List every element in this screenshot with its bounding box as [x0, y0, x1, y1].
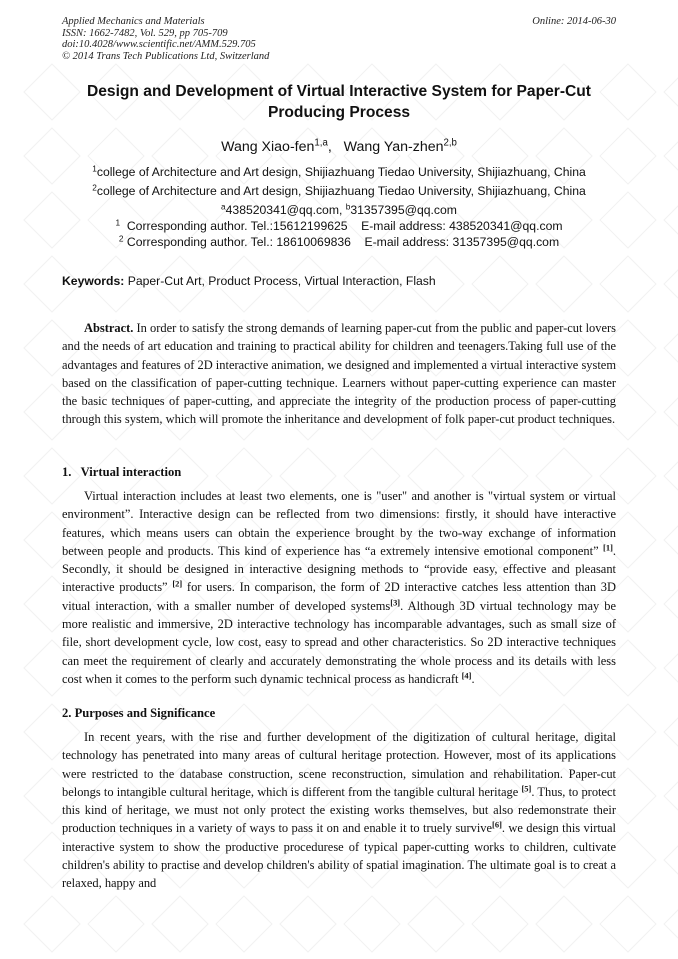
section-2-text-2: . Thus, to protect this kind of heritage, we must not only protect the existing works themselves, but also redemonstrate their production techniques in a variety of ways to pass it on and enable it to truely survive — [62, 784, 616, 836]
watermark-diamond — [664, 256, 678, 312]
journal-issn: ISSN: 1662-7482, Vol. 529, pp 705-709 — [62, 27, 228, 39]
affiliation-1-sup: 1 — [92, 163, 97, 174]
author-list — [62, 138, 616, 156]
corr-2-text: Corresponding author. Tel.: 18610069836 E-mail address: 31357395@qq.com — [123, 234, 560, 249]
watermark-diamond — [536, 896, 592, 952]
watermark-diamond — [664, 832, 678, 888]
watermark-diamond — [664, 320, 678, 376]
abstract — [62, 319, 616, 429]
abstract-paragraph — [62, 319, 616, 429]
online-date: Online: 2014-06-30 — [532, 16, 616, 27]
author-emails — [62, 201, 616, 220]
paper-title-line-2: Producing Process — [267, 104, 411, 121]
watermark-diamond — [664, 896, 678, 952]
email-b-sup: b — [345, 201, 351, 212]
section-2-text-3: . we design this virtual interactive system to show the productive proceduresе of typical paper-cutting works to children, cultivate children's ability to practise and develop children's ability of spatial imagination. The ultimate goal is to creat a relaxed, happy and — [62, 821, 616, 891]
citation-6: [6] — [492, 819, 502, 830]
corresponding-author-1 — [62, 219, 616, 235]
watermark-diamond — [24, 896, 80, 952]
email-b: 31357395@qq.com — [350, 202, 457, 217]
watermark-diamond — [664, 192, 678, 248]
section-1-paragraph — [62, 487, 616, 688]
watermark-diamond — [664, 128, 678, 184]
watermark-diamond — [600, 896, 656, 952]
journal-header — [62, 16, 616, 62]
citation-5: [5] — [521, 783, 532, 794]
affiliation-1 — [62, 163, 616, 182]
abstract-label: Abstract. — [84, 321, 134, 335]
keywords — [62, 273, 616, 289]
affiliations — [62, 163, 616, 250]
corr-1-text: Corresponding author. Tel.:15612199625 E-mail address: 438520341@qq.com — [120, 219, 563, 234]
citation-3: [3] — [390, 597, 401, 608]
section-1-text-4: . Although 3D virtual technology may be more realistic and immersive, 2D interactive technology has incomparable advantages, such as small size of file, short development cycle, low cost, easy to spread and other characteristics. So 2D interactive techniques can meet the requirement of clearly and accurately demonstrating the whole process and its details with less cost when it comes to the perform such dynamic technical process as handicraft — [62, 598, 616, 686]
section-2-paragraph — [62, 728, 616, 893]
journal-name: Applied Mechanics and Materials — [62, 16, 205, 27]
watermark-diamond — [408, 896, 464, 952]
journal-copyright: © 2014 Trans Tech Publications Ltd, Switzerland — [62, 50, 270, 62]
watermark-diamond — [664, 64, 678, 120]
citation-1: [1] — [603, 542, 613, 553]
section-1-text-5: . — [471, 671, 475, 686]
keywords-label: Keywords: — [62, 274, 125, 288]
section-1-text-1: Virtual interaction includes at least two elements, one is "user" and another is "virtual system or virtual environment”. Interactive design can be reflected from two dimensions: firstly, it should have interactive features, which means users can obtain the experience brought by the two-way exchange of information between people and products. This kind of experience has “a extremely intensive emotional component” — [62, 489, 616, 558]
citation-4: [4] — [461, 670, 472, 681]
watermark-diamond — [664, 448, 678, 504]
corresponding-author-2 — [62, 235, 616, 251]
section-2-body — [62, 728, 616, 893]
section-2-heading: 2. Purposes and Significance — [62, 706, 216, 720]
watermark-diamond — [88, 896, 144, 952]
author-separator: , — [327, 139, 344, 155]
abstract-text: In order to satisfy the strong demands of learning paper-cut from the public and paper-cut lovers and the needs of art education and training to practical ability for children and teenagers.Taking full use of the advantages and features of 2D interactive animation, we designed and implemented a virtual interactive system based on the classification of paper-cutting technique. Learners without paper-cutting experience can master the basic techniques of paper-cutting, and appreciate the integrity of the production process of paper-cutting through this system, which will promote the inheritance and development of folk paper-cut product techniques. — [62, 321, 616, 427]
affiliation-2-text: college of Architecture and Art design, Shijiazhuang Tiedao University, Shijiazhuang, China — [96, 183, 586, 198]
watermark-diamond — [344, 896, 400, 952]
watermark-diamond — [664, 704, 678, 760]
section-1-body — [62, 487, 616, 688]
author-2-name: Wang Yan-zhen — [343, 139, 444, 155]
citation-2: [2] — [172, 578, 183, 589]
watermark-diamond — [664, 512, 678, 568]
paper-title — [62, 81, 616, 123]
email-a: 438520341@qq.com, — [225, 202, 346, 217]
watermark-diamond — [664, 384, 678, 440]
watermark-diamond — [664, 576, 678, 632]
email-a-sup: a — [221, 201, 226, 212]
section-1-heading: 1. Virtual interaction — [62, 465, 182, 479]
watermark-diamond — [216, 896, 272, 952]
section-2-text-1: In recent years, with the rise and further development of the digitization of cultural heritage, digital technology has penetrated into many areas of cultural heritage protection. However, most of its applications were restricted to the database construction, scene reconstruction, simulation and rehabilitation. Paper-cut belongs to intangible cultural heritage, which is different from the tangible cultural heritage — [62, 730, 616, 799]
author-2-sup: 2,b — [443, 137, 457, 149]
author-1-name: Wang Xiao-fen — [221, 139, 315, 155]
watermark-diamond — [664, 768, 678, 824]
paper-title-line-1: Design and Development of Virtual Interactive System for Paper-Cut — [86, 83, 592, 100]
affiliation-1-text: college of Architecture and Art design, Shijiazhuang Tiedao University, Shijiazhuang, China — [96, 165, 586, 179]
watermark-diamond — [472, 896, 528, 952]
keywords-text: Paper-Cut Art, Product Process, Virtual Interaction, Flash — [124, 274, 436, 288]
corr-2-sup: 2 — [118, 233, 124, 244]
journal-doi: doi:10.4028/www.scientific.net/AMM.529.705 — [62, 39, 256, 50]
watermark-diamond — [664, 640, 678, 696]
watermark-diamond — [280, 896, 336, 952]
section-1-text-2: . Secondly, it should be designed in interactive designing methods to “provide easy, effective and pleasant interactive products” — [62, 543, 616, 595]
affiliation-2 — [62, 182, 616, 201]
section-1-text-3: for users. In comparison, the form of 2D interactive catches less attention than 3D vitual interaction, with a smaller number of developed systems — [62, 580, 616, 613]
author-1-sup: 1,a — [314, 137, 328, 149]
affiliation-2-sup: 2 — [92, 182, 97, 193]
corr-1-sup: 1 — [115, 217, 121, 228]
watermark-diamond — [152, 896, 208, 952]
